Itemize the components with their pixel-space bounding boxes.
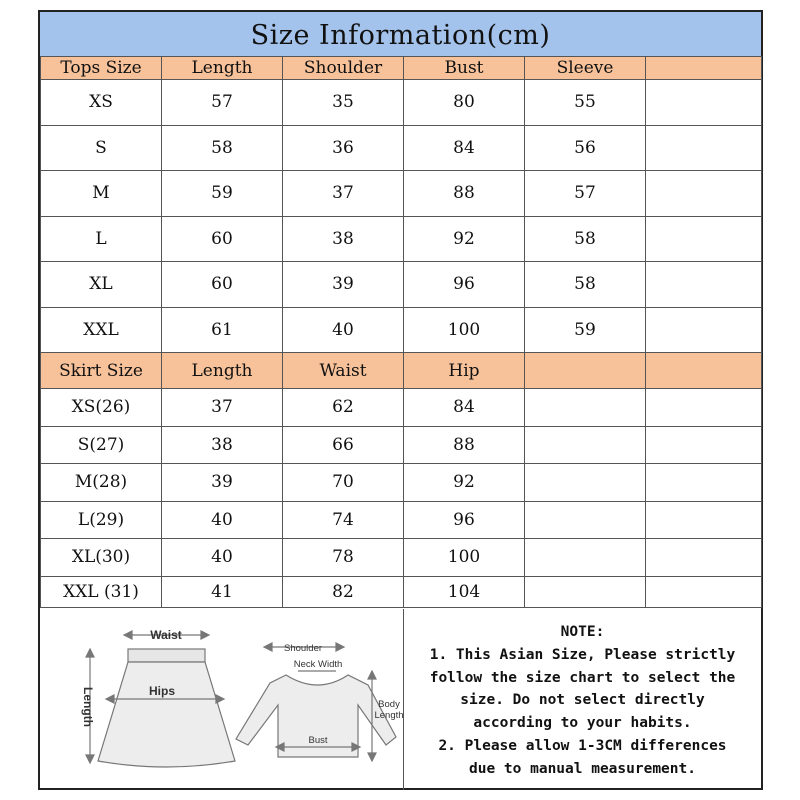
tops-row (41, 80, 762, 126)
tops-row (41, 171, 762, 217)
note-line: due to manual measurement. (469, 760, 696, 777)
tops-cell: 59 (525, 307, 646, 353)
skirt-cell: S(27) (41, 426, 162, 464)
tops-cell: 59 (162, 171, 283, 217)
skirt-cell: M(28) (41, 464, 162, 502)
tops-cell: 60 (162, 262, 283, 308)
skirt-cell (646, 426, 762, 464)
measurement-diagram (40, 609, 404, 790)
note-line: follow the size chart to select the (429, 669, 736, 686)
tops-cell: 36 (283, 125, 404, 171)
skirt-cell (525, 501, 646, 539)
skirt-cell: 38 (162, 426, 283, 464)
skirt-cell (525, 576, 646, 607)
tops-cell (646, 216, 762, 262)
tops-header-cell: Tops Size (41, 57, 162, 80)
measurement-diagram-svg (40, 609, 403, 790)
skirt-row (41, 576, 762, 607)
skirt-row (41, 539, 762, 577)
skirt-header-cell (646, 353, 762, 389)
note-line: 1. This Asian Size, Please strictly (429, 646, 736, 663)
bust-label: Bust (308, 735, 328, 746)
skirt-diagram (86, 631, 235, 767)
tops-cell: 37 (283, 171, 404, 217)
body-length-label-2: Length (374, 710, 403, 721)
skirt-cell (525, 464, 646, 502)
skirt-cell: 37 (162, 389, 283, 427)
size-chart (38, 10, 763, 790)
tops-row (41, 216, 762, 262)
tops-cell: 58 (525, 216, 646, 262)
tops-cell: 92 (404, 216, 525, 262)
skirt-header-cell: Hip (404, 353, 525, 389)
tops-cell: 100 (404, 307, 525, 353)
length-label: Length (81, 687, 95, 727)
skirt-cell (646, 501, 762, 539)
skirt-row (41, 426, 762, 464)
tops-row (41, 262, 762, 308)
tops-cell (646, 307, 762, 353)
shoulder-label: Shoulder (283, 643, 323, 654)
skirt-cell (646, 576, 762, 607)
note-heading: NOTE: (560, 624, 605, 640)
skirt-cell: 70 (283, 464, 404, 502)
neck-width-label: Neck Width (293, 659, 343, 670)
skirt-cell (525, 426, 646, 464)
tops-cell (646, 171, 762, 217)
tops-cell: 84 (404, 125, 525, 171)
skirt-cell: XS(26) (41, 389, 162, 427)
body-length-label-1: Body (378, 699, 400, 710)
page-title: Size Information(cm) (40, 12, 761, 57)
skirt-row (41, 501, 762, 539)
skirt-row (41, 464, 762, 502)
skirt-cell (646, 389, 762, 427)
tops-cell: 60 (162, 216, 283, 262)
skirt-cell: 78 (283, 539, 404, 577)
tops-cell: 80 (404, 80, 525, 126)
skirt-row (41, 389, 762, 427)
skirt-cell: 104 (404, 576, 525, 607)
skirt-cell: 40 (162, 539, 283, 577)
size-table (40, 56, 762, 608)
skirt-cell: 92 (404, 464, 525, 502)
tops-cell: M (41, 171, 162, 217)
tops-cell: 58 (162, 125, 283, 171)
note-line: according to your habits. (473, 715, 692, 732)
note-panel (404, 609, 761, 790)
tops-cell: 57 (525, 171, 646, 217)
skirt-header-row (41, 353, 762, 389)
tops-cell: 38 (283, 216, 404, 262)
skirt-cell: 96 (404, 501, 525, 539)
tops-cell: XL (41, 262, 162, 308)
tops-cell: 39 (283, 262, 404, 308)
tops-header-cell: Shoulder (283, 57, 404, 80)
tops-header-cell (646, 57, 762, 80)
skirt-cell (646, 464, 762, 502)
bottom-section (40, 609, 761, 790)
tops-cell: 55 (525, 80, 646, 126)
skirt-cell: 100 (404, 539, 525, 577)
tops-header-cell: Length (162, 57, 283, 80)
skirt-header-cell: Waist (283, 353, 404, 389)
tops-cell: 58 (525, 262, 646, 308)
waist-label: Waist (150, 628, 182, 642)
skirt-cell (525, 539, 646, 577)
tops-cell (646, 80, 762, 126)
tops-header-cell: Bust (404, 57, 525, 80)
tops-row (41, 125, 762, 171)
skirt-cell: XL(30) (41, 539, 162, 577)
skirt-cell: XXL (31) (41, 576, 162, 607)
skirt-cell (646, 539, 762, 577)
tops-cell: S (41, 125, 162, 171)
skirt-cell: 66 (283, 426, 404, 464)
skirt-cell: 39 (162, 464, 283, 502)
tops-cell: 40 (283, 307, 404, 353)
tops-cell: 88 (404, 171, 525, 217)
tops-cell (646, 125, 762, 171)
tops-cell: XS (41, 80, 162, 126)
skirt-cell: 62 (283, 389, 404, 427)
skirt-cell: 74 (283, 501, 404, 539)
skirt-cell: 40 (162, 501, 283, 539)
tops-cell: 61 (162, 307, 283, 353)
tops-cell: 35 (283, 80, 404, 126)
tops-cell: XXL (41, 307, 162, 353)
tops-cell: 96 (404, 262, 525, 308)
skirt-cell: 88 (404, 426, 525, 464)
tops-cell (646, 262, 762, 308)
note-line: size. Do not select directly (460, 692, 705, 709)
skirt-header-cell: Length (162, 353, 283, 389)
tops-cell: 57 (162, 80, 283, 126)
skirt-cell: 84 (404, 389, 525, 427)
skirt-header-cell: Skirt Size (41, 353, 162, 389)
skirt-cell (525, 389, 646, 427)
hips-label: Hips (148, 684, 176, 698)
tops-header-row (41, 57, 762, 80)
skirt-cell: 82 (283, 576, 404, 607)
skirt-cell: 41 (162, 576, 283, 607)
tops-cell: L (41, 216, 162, 262)
skirt-cell: L(29) (41, 501, 162, 539)
skirt-header-cell (525, 353, 646, 389)
tops-header-cell: Sleeve (525, 57, 646, 80)
note-line: 2. Please allow 1-3CM differences (438, 737, 727, 754)
tops-row (41, 307, 762, 353)
tops-cell: 56 (525, 125, 646, 171)
